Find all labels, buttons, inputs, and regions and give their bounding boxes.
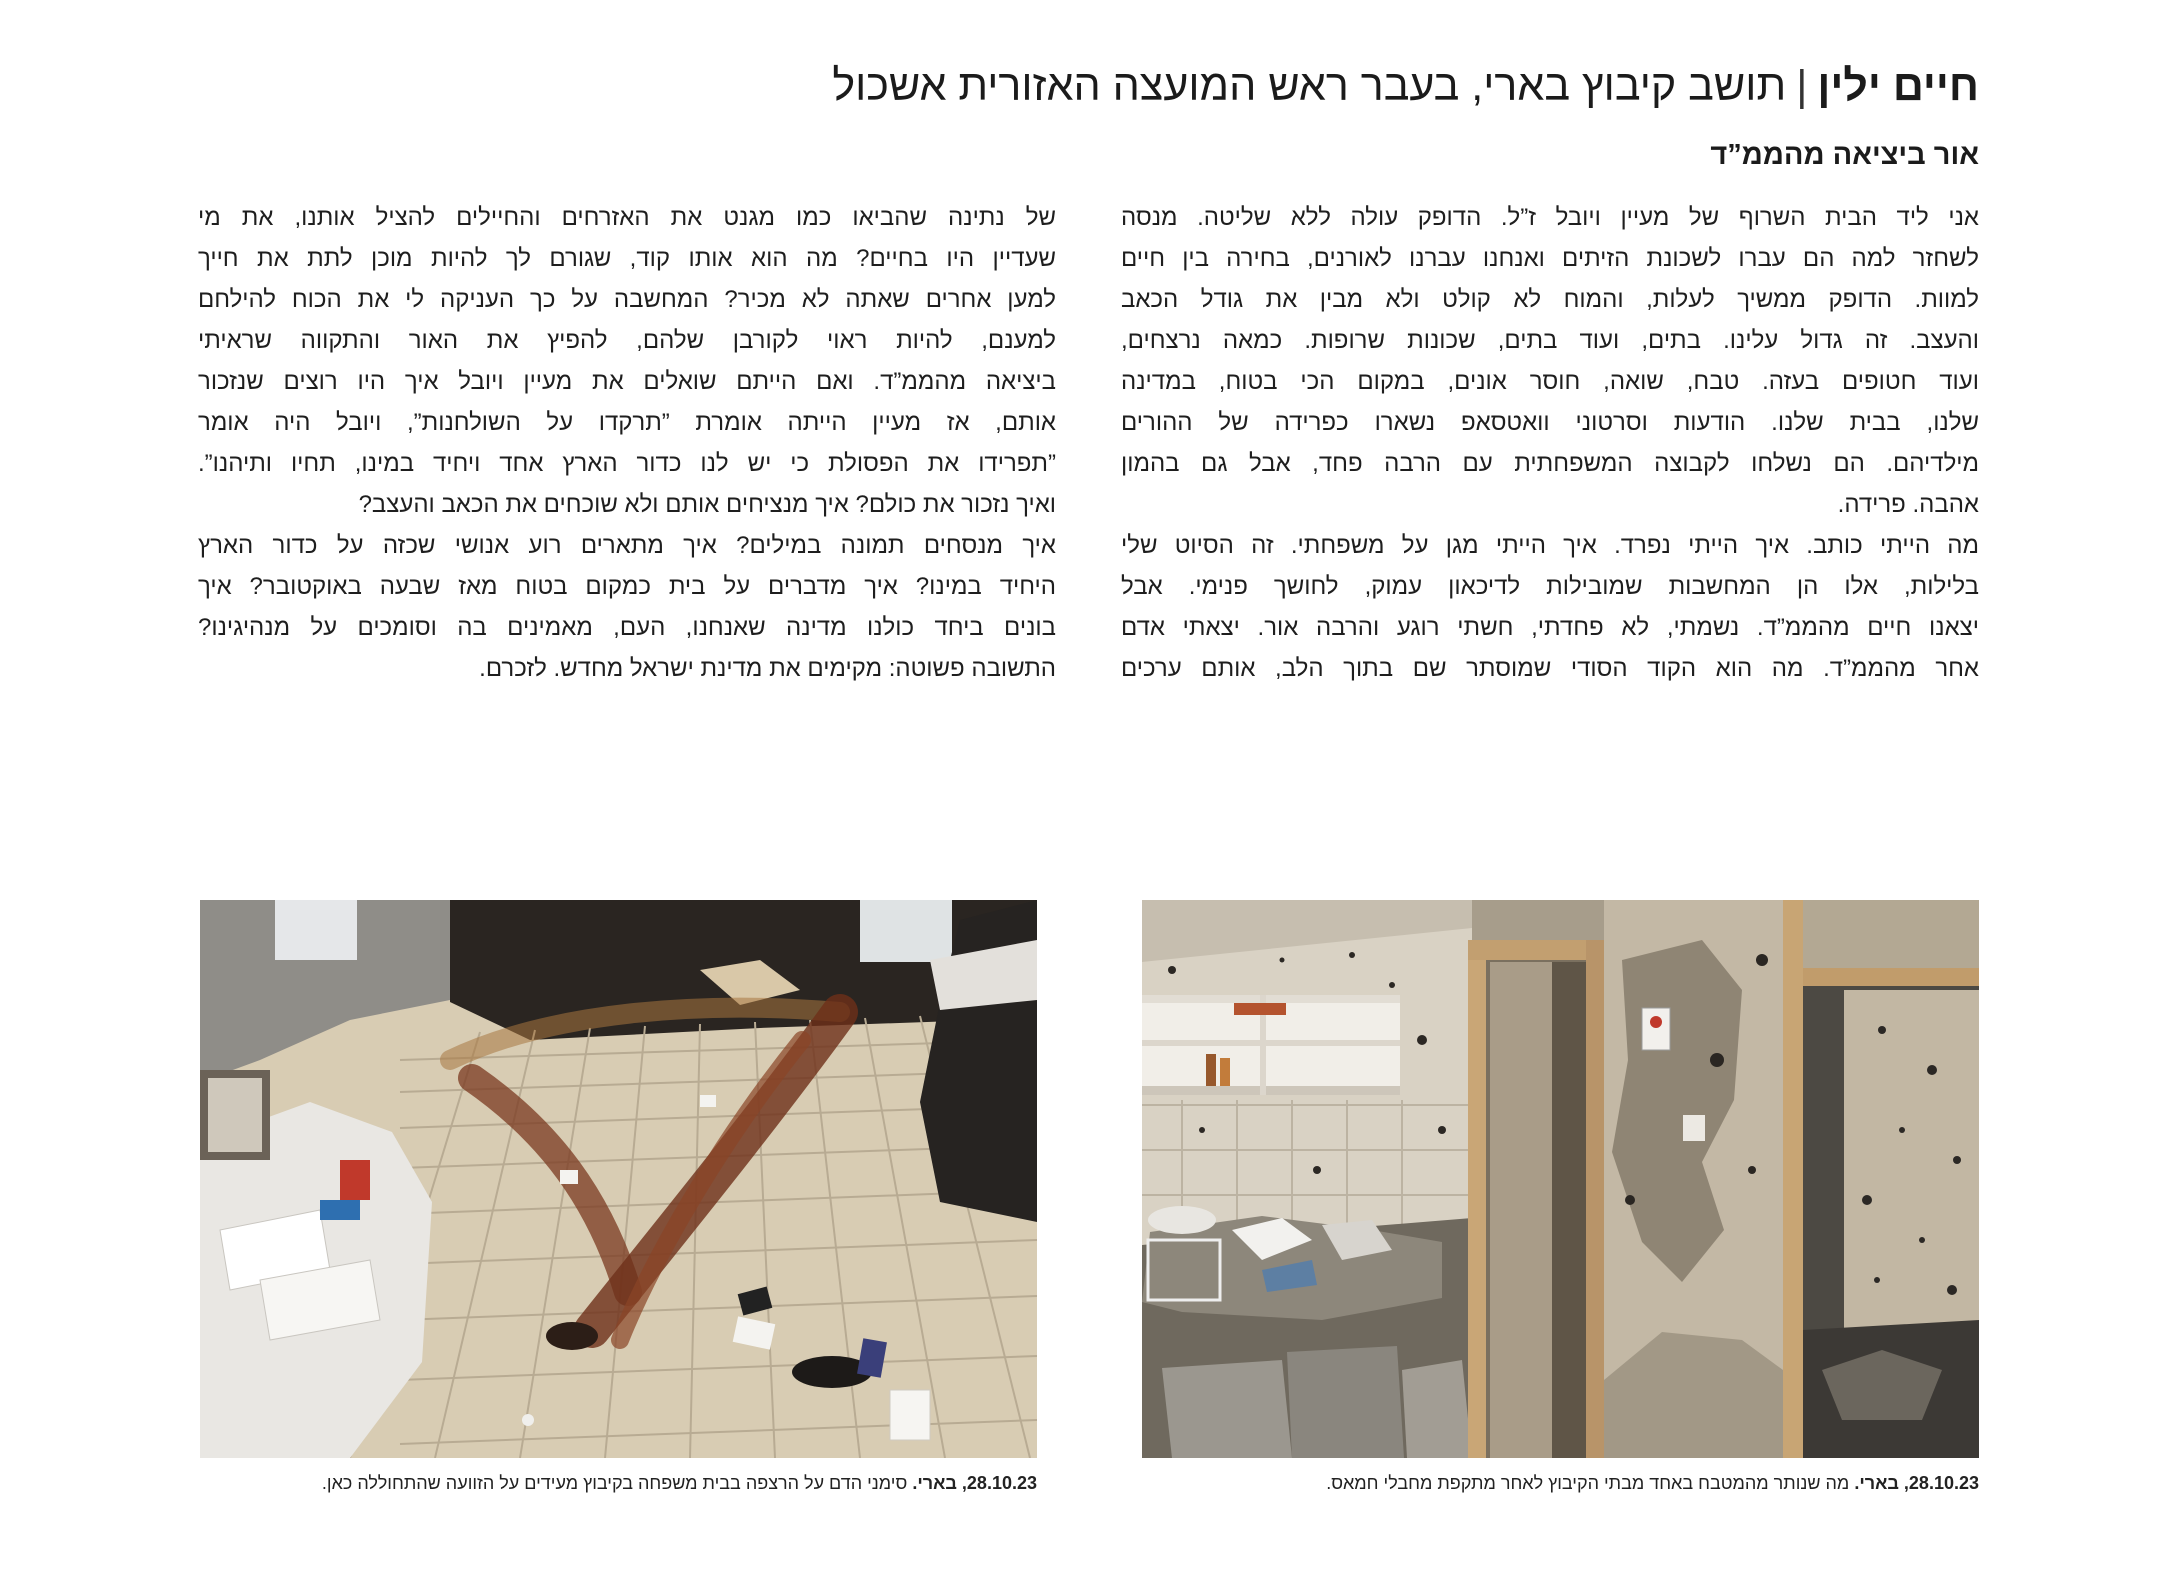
text-line: לשחזר למה הם עברו לשכונת הזיתים ואנחנו עברנו לאורנים, בחירה בין חיים <box>1121 245 1979 272</box>
caption-kitchen-photo <box>1326 1471 1979 1495</box>
text-line: למען אחרים שאתה לא מכיר? המחשבה על כך העניקה לי את הכוח להילחם <box>198 286 1056 313</box>
text-line: איך מנסחים תמונה במילים? איך מתארים רוע אנושי שכזה על כדור הארץ <box>198 532 1056 559</box>
caption-floor-photo <box>322 1471 1037 1495</box>
damaged-wall-pillar <box>1604 900 1783 1458</box>
text-line: ואיך נזכור את כולם? איך מנציחים אותם ולא שוכחים את הכאב והעצב? <box>358 491 1056 518</box>
kitchen-counter-debris <box>1142 1206 1472 1458</box>
text-line: מילדיהם. הם נשלחו לקבוצה המשפחתית עם הרבה פחד, אבל גם בהמון <box>1121 450 1979 477</box>
caption-text: מה שנותר מהמטבח באחד מבתי הקיבוץ לאחר מתקפת מחבלי חמאס. <box>1326 1473 1850 1493</box>
text-line: התשובה פשוטה: מקימים את מדינת ישראל מחדש. לזכרם. <box>479 655 1056 682</box>
text-line: יצאנו חיים מהממ”ד. נשמתי, לא פחדתי, חשתי רוגע והרבה אור. יצאתי אדם <box>1121 614 1979 641</box>
caption-date-place: 28.10.23, בארי. <box>912 1473 1037 1493</box>
article-subtitle: אור ביציאה מהממ”ד <box>1710 139 1979 171</box>
text-line: למענם, להיות ראוי לקורבן שלהם, להפיץ את האור והתקווה שראיתי <box>198 327 1056 354</box>
title-separator: | <box>1796 62 1808 110</box>
text-line: בונים ביחד כולנו מדינה שאנחנו, העם, מאמינים בה וסומכים על מנהיגינו? <box>198 614 1056 641</box>
second-doorway <box>1783 900 1979 1458</box>
text-line: שעדיין היו בחיים? מה הוא אותו קוד, שגורם לך להיות מוכן לתת את חייך <box>198 245 1056 272</box>
text-line: אני ליד הבית השרוף של מעיין ויובל ז”ל. הדופק עולה ללא שליטה. מנסה <box>1121 204 1979 231</box>
author-name: חיים ילין <box>1817 62 1979 110</box>
author-description: תושב קיבוץ בארי, בעבר ראש המועצה האזורית אשכול <box>832 62 1787 110</box>
text-line: והעצב. זה גדול עלינו. בתים, ועוד בתים, שכונות שרופות. כמאה נרצחים, <box>1121 327 1979 354</box>
text-line: של נתינה שהביאו כמו מגנט את האזרחים והחיילים להציל אותנו, את מי <box>198 204 1056 231</box>
text-line: היחיד במינו? איך מדברים על בית כמקום בטוח מאז שבעה באוקטובר? איך <box>198 573 1056 600</box>
text-line: בלילות, אלו הן המחשבות שמובילות לדיכאון עמוק, לחושך פנימי. אבל <box>1121 573 1979 600</box>
photo-floor-stains <box>200 900 1037 1458</box>
text-line: שלנו, בבית שלנו. הודעות וסרטוני וואטסאפ נשארו כפרידה של ההורים <box>1121 409 1979 436</box>
text-line: מה הייתי כותב. איך הייתי נפרד. איך הייתי מגן על משפחתי. זה הסיוט שלי <box>1121 532 1979 559</box>
caption-date-place: 28.10.23, בארי. <box>1854 1473 1979 1493</box>
wall-shelf <box>1142 995 1400 1095</box>
text-line: אהבה. פרידה. <box>1837 491 1979 518</box>
first-doorway <box>1468 940 1604 1458</box>
text-line: ”תפרידו את הפסולת כי יש לנו כדור הארץ אחד ויחיד במינו, תחיו ותיהנו”. <box>198 450 1056 477</box>
photo-destroyed-kitchen <box>1142 900 1979 1458</box>
text-line: ועוד חטופים בעזה. טבח, שואה, חוסר אונים, במקום הכי בטוח, במדינה <box>1121 368 1979 395</box>
photo-floor-stains-image <box>200 900 1037 1458</box>
text-line: אותם, אז מעיין הייתה אומרת ”תרקדו על השולחנות”, ויובל היה אומר <box>198 409 1056 436</box>
caption-text: סימני הדם על הרצפה בבית משפחה בקיבוץ מעידים על הזוועה שהתחוללה כאן. <box>321 1473 908 1493</box>
text-column-right <box>1121 197 1979 689</box>
text-line: ביציאה מהממ”ד. ואם הייתם שואלים את מעיין ויובל איך היו רוצים שנזכור <box>198 368 1056 395</box>
text-column-left <box>198 197 1056 689</box>
text-line: אחר מהממ”ד. מה הוא הקוד הסודי שמוסתר שם בתוך הלב, אותם ערכים <box>1121 655 1979 682</box>
photo-destroyed-kitchen-image <box>1142 900 1979 1458</box>
article-title <box>832 60 1979 112</box>
text-line: למוות. הדופק ממשיך לעלות, והמוח לא קולט ולא מבין את גודל הכאב <box>1121 286 1979 313</box>
